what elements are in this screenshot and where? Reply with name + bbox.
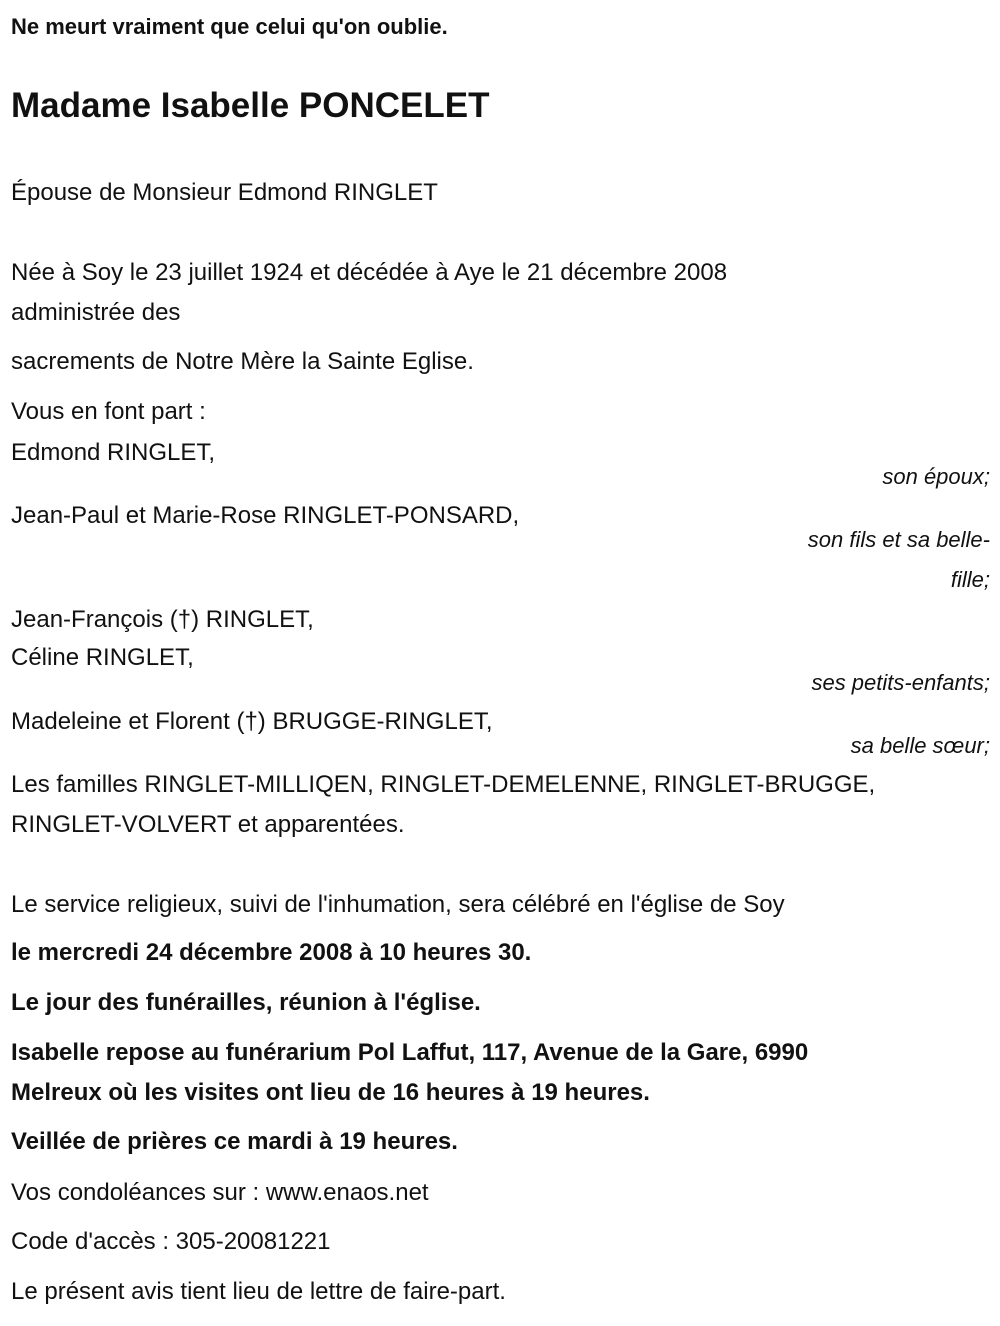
family-name: Edmond RINGLET, bbox=[11, 439, 216, 466]
family-relation-cont: fille; bbox=[950, 567, 990, 592]
repose-line-cont: Melreux où les visites ont lieu de 16 heures à 19 heures. bbox=[11, 1079, 650, 1106]
repose-line: Isabelle repose au funérarium Pol Laffut, 117, Avenue de la Gare, 6990 bbox=[11, 1039, 809, 1066]
family-relation: son époux; bbox=[882, 464, 990, 489]
birth-death-line: Née à Soy le 23 juillet 1924 et décédée à Aye le 21 décembre 2008 bbox=[11, 259, 728, 286]
condolences-line: Vos condoléances sur : www.enaos.net bbox=[11, 1179, 429, 1206]
meeting-line: Le jour des funérailles, réunion à l'église. bbox=[11, 989, 481, 1016]
announce-line: Vous en font part : bbox=[11, 398, 206, 425]
service-date: le mercredi 24 décembre 2008 à 10 heures 30. bbox=[11, 939, 532, 966]
families-line: Les familles RINGLET-MILLIQEN, RINGLET-DEMELENNE, RINGLET-BRUGGE, bbox=[11, 771, 876, 798]
quote: Ne meurt vraiment que celui qu'on oublie. bbox=[11, 14, 448, 39]
family-relation: son fils et sa belle- bbox=[807, 527, 990, 552]
families-line-cont: RINGLET-VOLVERT et apparentées. bbox=[11, 811, 405, 838]
service-line: Le service religieux, suivi de l'inhumation, sera célébré en l'église de Soy bbox=[11, 891, 785, 918]
family-name: Jean-Paul et Marie-Rose RINGLET-PONSARD, bbox=[11, 502, 520, 529]
spouse-line: Épouse de Monsieur Edmond RINGLET bbox=[11, 179, 438, 206]
vigil-line: Veillée de prières ce mardi à 19 heures. bbox=[11, 1128, 458, 1155]
page-title: Madame Isabelle PONCELET bbox=[11, 86, 490, 125]
family-name: Jean-François (†) RINGLET, bbox=[11, 606, 314, 633]
notice-line: Le présent avis tient lieu de lettre de faire-part. bbox=[11, 1278, 506, 1305]
birth-death-line-cont: administrée des bbox=[11, 299, 181, 326]
family-name: Madeleine et Florent (†) BRUGGE-RINGLET, bbox=[11, 708, 493, 735]
family-relation: sa belle sœur; bbox=[850, 733, 990, 758]
family-relation: ses petits-enfants; bbox=[811, 670, 990, 695]
family-name: Céline RINGLET, bbox=[11, 644, 194, 671]
access-code: Code d'accès : 305-20081221 bbox=[11, 1228, 331, 1255]
sacraments-line: sacrements de Notre Mère la Sainte Eglise. bbox=[11, 348, 474, 375]
